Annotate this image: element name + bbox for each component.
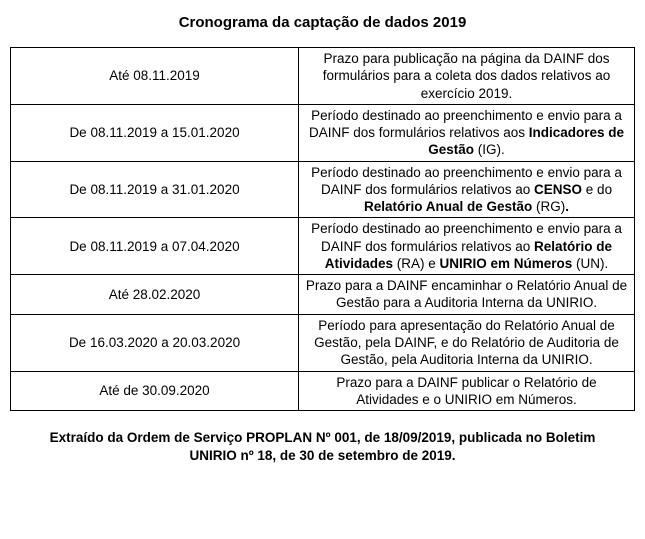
schedule-table-body (11, 48, 635, 411)
description-cell (299, 218, 635, 275)
description-cell (299, 371, 635, 411)
source-note: Extraído da Ordem de Serviço PROPLAN Nº 001, de 18/09/2019, publicada no Boletim UNIRIO nº 18, de 30 de setembro de 2019. (49, 430, 596, 463)
description-cell (299, 275, 635, 315)
description-segment: (IG). (474, 142, 505, 158)
description-segment: Período destinado ao preenchimento e envio para a DAINF dos formulários relativos aos (308, 107, 622, 141)
description-segment: Período para apresentação do Relatório Anual de Gestão, pela DAINF, e do Relatório de Auditoria de Gestão, pela Auditoria Interna da UNIRIO. (314, 317, 619, 368)
description-segment-bold: Relatório de Atividades (324, 238, 613, 271)
table-row (11, 218, 635, 275)
period-cell: De 08.11.2019 a 15.01.2020 (11, 104, 299, 161)
period-cell: De 08.11.2019 a 31.01.2020 (11, 161, 299, 218)
description-cell (299, 48, 635, 105)
description-segment: Prazo para publicação na página da DAINF dos formulários para a coleta dos dados relativos ao exercício 2019. (322, 51, 611, 101)
description-segment: e do (582, 181, 613, 197)
period-cell: De 08.11.2019 a 07.04.2020 (11, 218, 299, 275)
period-cell: De 16.03.2020 a 20.03.2020 (11, 314, 299, 371)
description-segment-bold: . (565, 199, 570, 215)
description-segment: Período destinado ao preenchimento e envio para a DAINF dos formulários relativos ao (311, 164, 622, 197)
page-title: Cronograma da captação de dados 2019 (178, 14, 467, 31)
schedule-table (10, 47, 635, 411)
table-row (11, 275, 635, 315)
description-segment-bold: UNIRIO em Números (439, 255, 573, 271)
description-segment: Período destinado ao preenchimento e envio para a DAINF dos formulários relativos ao (311, 221, 622, 254)
description-segment-bold: Indicadores de Gestão (428, 125, 625, 158)
description-cell (299, 314, 635, 371)
period-cell: Até de 30.09.2020 (11, 371, 299, 411)
description-cell (299, 161, 635, 218)
description-segment: (RG) (532, 199, 566, 215)
table-row (11, 104, 635, 161)
description-segment: Prazo para a DAINF publicar o Relatório de Atividades e o UNIRIO em Números. (336, 374, 597, 407)
period-cell: Até 08.11.2019 (11, 48, 299, 105)
description-cell (299, 104, 635, 161)
table-row (11, 161, 635, 218)
table-row (11, 314, 635, 371)
description-segment: Prazo para a DAINF encaminhar o Relatório Anual de Gestão para a Auditoria Interna da UNIRIO. (305, 278, 628, 311)
table-row (11, 48, 635, 105)
table-row (11, 371, 635, 411)
description-segment-bold: CENSO (534, 181, 583, 197)
description-segment: (UN). (572, 255, 609, 271)
description-segment: (RA) e (393, 255, 440, 271)
period-cell: Até 28.02.2020 (11, 275, 299, 315)
description-segment-bold: Relatório Anual de Gestão (363, 199, 533, 215)
